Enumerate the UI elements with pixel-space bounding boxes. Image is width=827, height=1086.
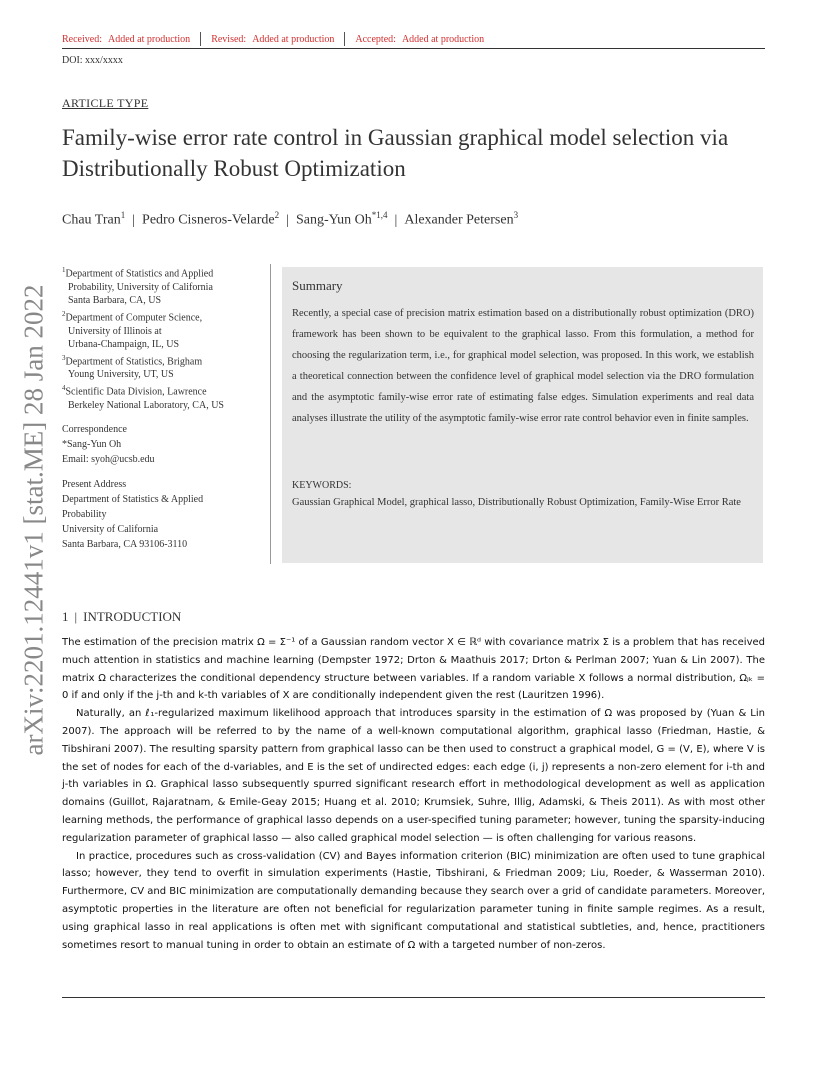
article-type: ARTICLE TYPE (62, 96, 149, 110)
section-heading (62, 609, 181, 625)
revised-value: Added at production (252, 34, 335, 45)
address-line: Department of Statistics & Applied (62, 494, 204, 506)
affiliation (62, 264, 262, 308)
footer-rule (62, 997, 765, 998)
received-value: Added at production (107, 34, 191, 45)
affiliation-line: Department of Statistics and Applied (65, 268, 214, 280)
author-separator: | (286, 212, 289, 228)
revised-date (211, 34, 344, 46)
author-affiliation-mark: *1,4 (371, 210, 388, 220)
affiliation-line: Scientific Data Division, Lawrence (65, 386, 207, 398)
affiliation (62, 382, 262, 412)
paragraph: The estimation of the precision matrix Ω = Σ⁻¹ of a Gaussian random vector X ∈ ℝᵈ with covariance matrix Σ is a problem that has received much attention in statistics and machine learning (Dempster 1972; Drton & Maathuis 2017; Drton & Perlman 2007; Yuan & Lin 2007). The matrix Ω characterizes the conditional dependency structure between variables. If a random variable X follows a normal distribution, Ωⱼₖ = 0 if and only if the j-th and k-th variables of X are conditionally independent given the rest (Lauritzen 1996). (62, 637, 765, 702)
paragraph: In practice, procedures such as cross-validation (CV) and Bayes information criterion (BIC) minimization are often used to tune graphical lasso; however, they tend to overfit in simulation experiments (Hastie, Tibshirani, & Friedman 2009; Liu, Roeder, & Wasserman 2010). Furthermore, CV and BIC minimization are computationally demanding because they search over a grid of candidate parameters. Moreover, asymptotic properties in the literature are often not beneficial for regularization parameter tuning in finite sample regimes. As a result, using graphical lasso in real applications is often met with significant computational and statistical subtleties, and, hence, practitioners sometimes resort to manual tuning in order to obtain an estimate of Ω with a targeted number of non-zeros. (62, 850, 765, 951)
accepted-label: Accepted: (355, 34, 396, 45)
affiliations-column (62, 264, 262, 552)
section-title: INTRODUCTION (83, 609, 182, 624)
publication-dates (62, 34, 494, 46)
affiliation-mark: 3 (62, 353, 66, 362)
address-line: Probability (62, 509, 107, 521)
section-separator: | (74, 609, 78, 624)
author: Chau Tran (62, 212, 121, 228)
author-affiliation-mark: 2 (274, 210, 280, 220)
accepted-value: Added at production (401, 34, 485, 45)
author-separator: | (132, 212, 136, 228)
author-affiliation-mark: 1 (120, 210, 126, 220)
revised-label: Revised: (211, 34, 247, 45)
affiliation-line: Probability, University of California (68, 281, 213, 293)
correspondence (62, 422, 262, 467)
affiliation-line: Urbana-Champaign, IL, US (68, 339, 180, 351)
paper-title: Family-wise error rate control in Gaussian graphical model selection via Distributionally Robust Optimization (62, 125, 729, 181)
keywords-heading: KEYWORDS: (292, 480, 352, 491)
header-rule (62, 48, 765, 49)
affiliation-mark: 2 (62, 309, 66, 318)
divider (200, 32, 201, 46)
address-line: Santa Barbara, CA 93106-3110 (62, 539, 188, 551)
affiliation-mark: 4 (62, 383, 66, 392)
summary-box (282, 267, 763, 563)
present-address (62, 477, 262, 552)
present-address-heading: Present Address (62, 479, 127, 491)
accepted-date (355, 34, 494, 46)
author: Alexander Petersen (404, 212, 514, 228)
affiliation-line: Santa Barbara, CA, US (68, 295, 162, 307)
author-list (62, 210, 518, 229)
author: Pedro Cisneros-Velarde (142, 212, 275, 228)
affiliation-line: Young University, UT, US (68, 369, 174, 381)
author-affiliation-mark: 3 (513, 210, 519, 220)
received-label: Received: (62, 34, 102, 45)
divider (344, 32, 345, 46)
arxiv-stamp (14, 280, 54, 760)
affiliation (62, 352, 262, 382)
correspondence-name: *Sang-Yun Oh (62, 439, 122, 451)
summary-heading: Summary (292, 278, 343, 293)
correspondence-email[interactable]: Email: syoh@ucsb.edu (62, 454, 155, 466)
keywords-text: Gaussian Graphical Model, graphical lasso, Distributionally Robust Optimization, Family-Wise Error Rate (292, 497, 741, 508)
affiliation (62, 308, 262, 352)
introduction-body (62, 634, 765, 954)
address-line: University of California (62, 524, 159, 536)
affiliation-line: University of Illinois at (68, 325, 162, 337)
doi: DOI: xxx/xxxx (62, 55, 123, 66)
summary-text: Recently, a special case of precision matrix estimation based on a distributionally robust optimization (DRO) framework has been shown to be equivalent to the graphical lasso. From this formulation, a method for choosing the regularization term, i.e., for graphical model selection, was proposed. In this work, we establish a theoretical connection between the confidence level of graphical model selection via the DRO formulation and the asymptotic family-wise error rate of estimating false edges. Simulation experiments and real data analyses illustrate the utility of the asymptotic family-wise error rate control behavior even in finite samples. (292, 308, 754, 424)
affiliation-line: Department of Computer Science, (65, 312, 203, 324)
correspondence-heading: Correspondence (62, 424, 127, 436)
affiliation-mark: 1 (62, 266, 66, 274)
affiliation-line: Berkeley National Laboratory, CA, US (68, 399, 224, 411)
affiliation-line: Department of Statistics, Brigham (65, 355, 203, 367)
arxiv-stamp-text: arXiv:2201.12441v1 [stat.ME] 28 Jan 2022 (18, 284, 49, 756)
author-separator: | (394, 212, 398, 228)
section-number: 1 (62, 609, 69, 624)
author: Sang-Yun Oh (295, 212, 372, 228)
received-date (62, 34, 200, 46)
column-divider (270, 264, 271, 564)
paragraph: Naturally, an ℓ₁-regularized maximum likelihood approach that introduces sparsity in the estimation of Ω was proposed by (Yuan & Lin 2007). The approach will be referred to by the name of a well-known computational algorithm, graphical lasso (Friedman, Hastie, & Tibshirani 2007). The resulting sparsity pattern from graphical lasso can be then used to construct a graphical model, G = (V, E), where V is the set of nodes for each of the d-variables, and E is the set of undirected edges: each edge (i, j) represents a non-zero element for i-th and j-th variables in Ω. Graphical lasso subsequently spurred significant research effort in methodological development as well as application domains (Guillot, Rajaratnam, & Emile-Geay 2015; Huang et al. 2010; Krumsiek, Suhre, Illig, Adamski, & Theis 2011). As with most other learning methods, the performance of graphical lasso depends on a user-specified tuning parameter; however, tuning the sparsity-inducing regularization parameter of graphical lasso — also called graphical model selection — is often challenging for various reasons. (62, 708, 765, 844)
